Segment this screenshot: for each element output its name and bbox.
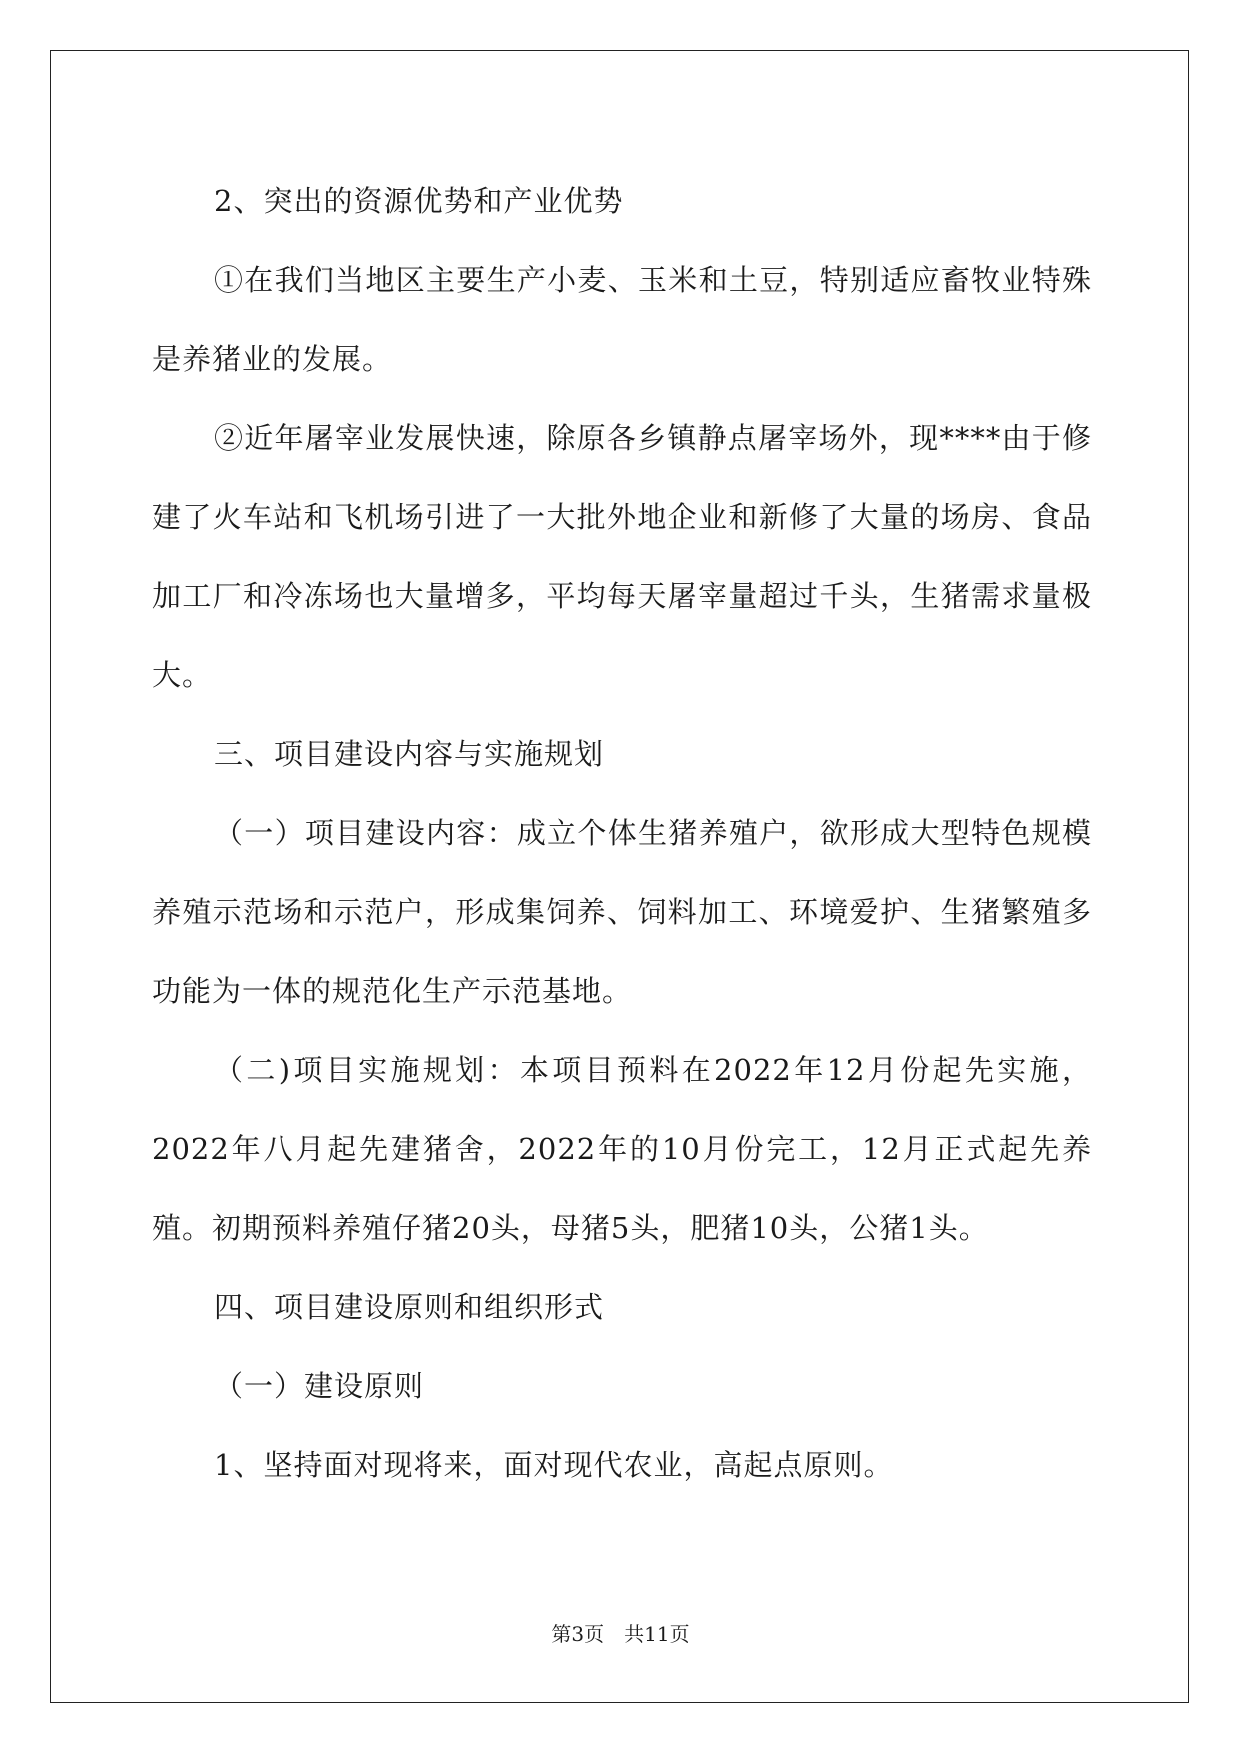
paragraph-implementation-plan: （二)项目实施规划：本项目预料在2022年12月份起先实施，2022年八月起先建猪舍，2022年的10月份完工，12月正式起先养殖。初期预料养殖仔猪20头，母猪5头，肥猪10头，公猪1头。 xyxy=(152,1053,1092,1245)
paragraph-slaughter-industry: ②近年屠宰业发展快速，除原各乡镇静点屠宰场外，现****由于修建了火车站和飞机场引进了一大批外地企业和新修了大量的场房、食品加工厂和冷冻场也大量增多，平均每天屠宰量超过千头，生猪需求量极大。 xyxy=(152,421,1092,692)
paragraph-heading-resource-advantage: 2、突出的资源优势和产业优势 xyxy=(214,184,624,218)
page-number: 第3页 共11页 xyxy=(551,1622,690,1646)
section-heading-construction-plan: 三、项目建设内容与实施规划 xyxy=(214,737,605,771)
document-body xyxy=(152,162,1092,1505)
section-heading-principles: 四、项目建设原则和组织形式 xyxy=(214,1290,605,1324)
paragraph-principle-1: 1、坚持面对现将来，面对现代农业，高起点原则。 xyxy=(214,1448,894,1482)
paragraph-construction-content: （一）项目建设内容：成立个体生猪养殖户，欲形成大型特色规模养殖示范场和示范户，形成集饲养、饲料加工、环境爱护、生猪繁殖多功能为一体的规范化生产示范基地。 xyxy=(152,816,1092,1008)
page-footer xyxy=(0,1618,1241,1647)
subheading-construction-principles: （一）建设原则 xyxy=(214,1369,425,1403)
paragraph-local-agriculture: ①在我们当地区主要生产小麦、玉米和土豆，特别适应畜牧业特殊是养猪业的发展。 xyxy=(152,263,1092,376)
